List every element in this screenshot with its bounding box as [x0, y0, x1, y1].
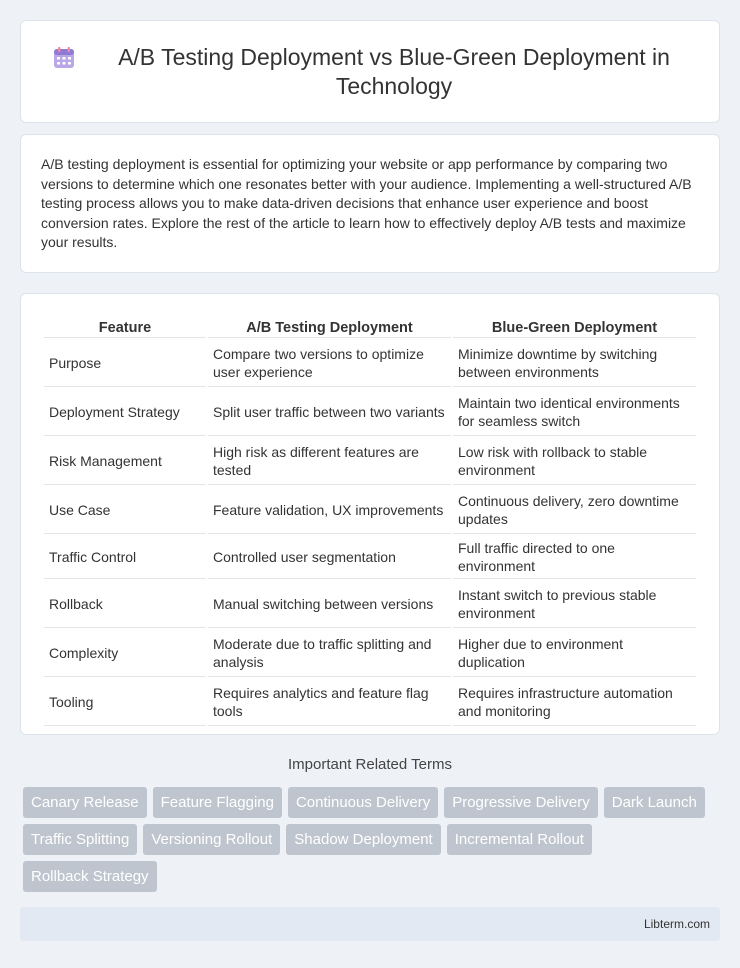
blue-green-cell: Full traffic directed to one environment	[453, 536, 696, 579]
table-row	[44, 487, 696, 534]
table-row	[44, 630, 696, 677]
table-row	[44, 581, 696, 628]
related-term-tag[interactable]: Dark Launch	[604, 787, 705, 818]
feature-cell: Risk Management	[44, 438, 206, 485]
related-terms-list	[20, 787, 720, 898]
ab-testing-cell: Moderate due to traffic splitting and analysis	[208, 630, 451, 677]
table-row	[44, 389, 696, 436]
blue-green-cell: Continuous delivery, zero downtime updates	[453, 487, 696, 534]
blue-green-cell: Maintain two identical environments for seamless switch	[453, 389, 696, 436]
calendar-icon	[51, 45, 77, 71]
intro-paragraph: A/B testing deployment is essential for optimizing your website or app performance by comparing two versions to determine which one resonates better with your audience. Implementing a well-structured A/B testing process allows you to make data-driven decisions that enhance user experience and boost conversion rates. Explore the rest of the article to learn how to effectively deploy A/B tests and maximize your results.	[41, 156, 692, 250]
blue-green-cell: Higher due to environment duplication	[453, 630, 696, 677]
table-row	[44, 438, 696, 485]
feature-cell: Deployment Strategy	[44, 389, 206, 436]
related-term-tag[interactable]: Rollback Strategy	[23, 861, 157, 892]
comparison-table	[42, 314, 698, 728]
related-term-tag[interactable]: Traffic Splitting	[23, 824, 137, 855]
comparison-table-card	[20, 293, 720, 735]
blue-green-cell: Minimize downtime by switching between environments	[453, 340, 696, 387]
feature-cell: Traffic Control	[44, 536, 206, 579]
blue-green-cell: Requires infrastructure automation and monitoring	[453, 679, 696, 726]
footer	[20, 907, 720, 941]
ab-testing-cell: Feature validation, UX improvements	[208, 487, 451, 534]
feature-cell: Use Case	[44, 487, 206, 534]
related-term-tag[interactable]: Continuous Delivery	[288, 787, 438, 818]
related-term-tag[interactable]: Canary Release	[23, 787, 147, 818]
title-row	[51, 43, 689, 101]
page-title: A/B Testing Deployment vs Blue-Green Deployment in Technology	[118, 43, 670, 99]
ab-testing-cell: Manual switching between versions	[208, 581, 451, 628]
related-term-tag[interactable]: Shadow Deployment	[286, 824, 440, 855]
ab-testing-cell: Compare two versions to optimize user experience	[208, 340, 451, 387]
ab-testing-cell: Split user traffic between two variants	[208, 389, 451, 436]
column-header-ab-testing: A/B Testing Deployment	[208, 316, 451, 338]
column-header-blue-green: Blue-Green Deployment	[453, 316, 696, 338]
related-term-tag[interactable]: Incremental Rollout	[447, 824, 592, 855]
title-card	[20, 20, 720, 123]
feature-cell: Complexity	[44, 630, 206, 677]
feature-cell: Tooling	[44, 679, 206, 726]
related-term-tag[interactable]: Feature Flagging	[153, 787, 282, 818]
column-header-feature: Feature	[44, 316, 206, 338]
ab-testing-cell: High risk as different features are tested	[208, 438, 451, 485]
blue-green-cell: Instant switch to previous stable environment	[453, 581, 696, 628]
table-row	[44, 536, 696, 579]
related-term-tag[interactable]: Progressive Delivery	[444, 787, 598, 818]
related-term-tag[interactable]: Versioning Rollout	[143, 824, 280, 855]
table-row	[44, 679, 696, 726]
feature-cell: Purpose	[44, 340, 206, 387]
related-terms-title: Important Related Terms	[288, 756, 452, 773]
ab-testing-cell: Controlled user segmentation	[208, 536, 451, 579]
table-row	[44, 340, 696, 387]
feature-cell: Rollback	[44, 581, 206, 628]
footer-brand-link[interactable]: Libterm.com	[643, 917, 710, 931]
ab-testing-cell: Requires analytics and feature flag tools	[208, 679, 451, 726]
table-header-row	[44, 316, 696, 338]
intro-card	[20, 134, 720, 273]
blue-green-cell: Low risk with rollback to stable environment	[453, 438, 696, 485]
